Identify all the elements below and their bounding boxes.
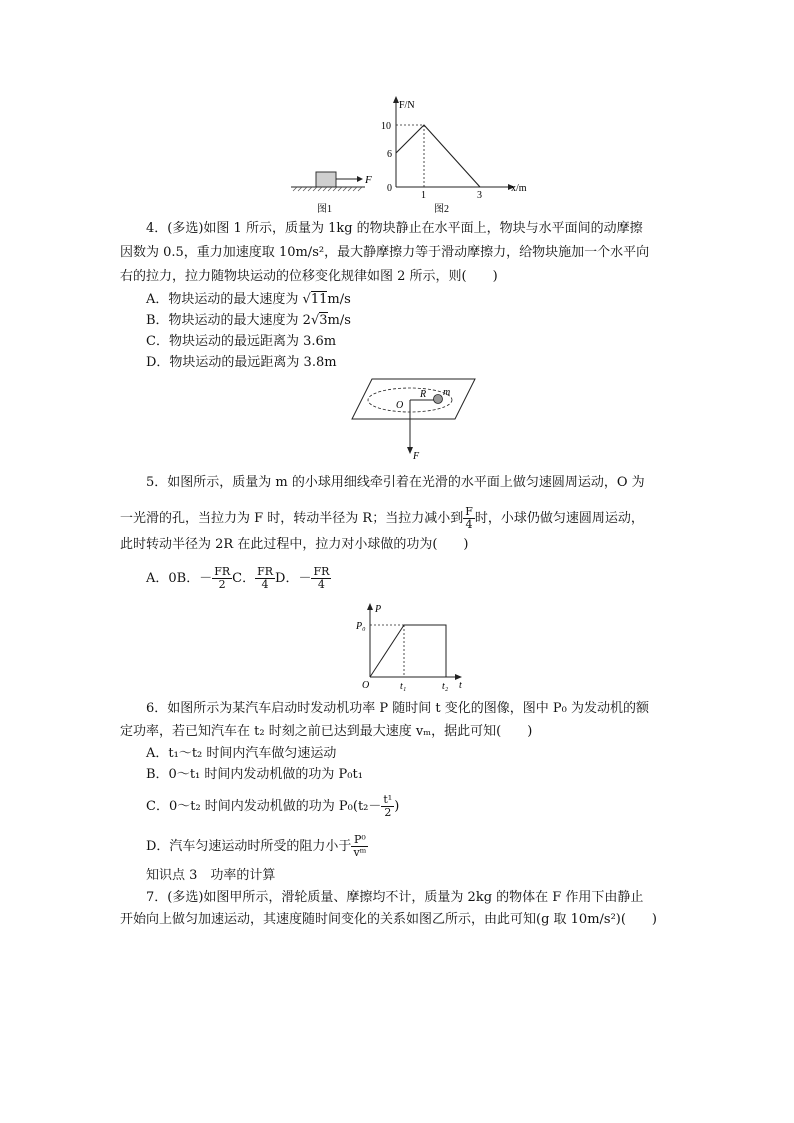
power-curve (370, 625, 446, 677)
q5-stem-line-2: 一光滑的孔，当拉力为 F 时，转动半径为 R；当拉力减小到 $\frac{F}{4}$ 时，小球仍做匀速圆周运动， (120, 505, 644, 531)
svg-text:P₀: P₀ (356, 621, 366, 632)
tick-x-1: 1 (421, 190, 426, 201)
sqrt-symbol: √ (310, 313, 320, 328)
q7-stem-line-2: 开始向上做匀加速运动，其速度随时间变化的关系如图乙所示，由此可知(g 取 10m/s²)( ) (120, 912, 658, 927)
svg-text:t₂: t₂ (442, 681, 449, 692)
q4-option-c: C．物块运动的最远距离为 3.6m (146, 334, 337, 349)
q4-option-d: D．物块运动的最远距离为 3.8m (146, 355, 337, 370)
tick-y-10: 10 (381, 121, 391, 132)
q4-option-b: B．物块运动的最大速度为 2√3m/s (146, 313, 351, 328)
q6-stem-line-1: 6．如图所示为某汽车启动时发动机功率 P 随时间 t 变化的图像，图中 P₀ 为发动机的额 (146, 701, 649, 716)
svg-text:O: O (362, 680, 370, 691)
svg-text:R: R (420, 389, 427, 400)
q5-stem-line-1: 5．如图所示，质量为 m 的小球用细线牵引着在光滑的水平面上做匀速圆周运动，O 为 (146, 475, 645, 490)
q6-option-a: A．t₁～t₂ 时间内汽车做匀速运动 (146, 746, 337, 761)
q6-option-d: D．汽车匀速运动时所受的阻力小于 $\frac{\text{P⁰}}{\text{vᵐ}}$ (146, 833, 367, 859)
q6-stem-line-2: 定功率，若已知汽车在 t₂ 时刻之前已达到最大速度 vₘ，据此可知( ) (120, 724, 533, 739)
q7-stem-line-1: 7．(多选)如图甲所示，滑轮质量、摩擦均不计，质量为 2kg 的物体在 F 作用下由静止 (146, 890, 644, 905)
section-heading: 知识点 3 功率的计算 (146, 868, 276, 883)
q5-figure-circular-motion (350, 375, 480, 463)
q5-stem-line-3: 此时转动半径为 2R 在此过程中，拉力对小球做的功为( ) (120, 537, 469, 552)
sqrt-symbol: √ (302, 292, 311, 307)
svg-text:t: t (459, 680, 462, 691)
svg-text:F: F (413, 451, 420, 462)
plane (352, 379, 475, 419)
q5-options: A．0B．－ $\frac{FR}{2}$ C． $\frac{FR}{4}$ D．－ $\frac{FR}{4}$ (146, 565, 330, 591)
q4-stem-line-1: 4．(多选)如图 1 所示，质量为 1kg 的物块静止在水平面上，物块与水平面间的动摩擦 (146, 221, 643, 236)
q4-figure-1 (285, 160, 380, 215)
q4-figure-2-graph (380, 95, 540, 215)
q4-stem-line-2: 因数为 0.5，重力加速度取 10m/s²，最大静摩擦力等于滑动摩擦力，给物块施加一个水平向 (120, 245, 650, 260)
fig1-caption: 图1 (317, 204, 332, 215)
tick-y-6: 6 (387, 149, 392, 160)
tick-origin: 0 (387, 183, 392, 194)
q6-option-c: C．0～t₂ 时间内发动机做的功为 P₀(t₂－ $\frac{\text{t¹}}{2}$ ) (146, 793, 400, 819)
q4-option-a: A．物块运动的最大速度为 √11m/s (146, 292, 351, 307)
fig2-caption: 图2 (434, 204, 449, 215)
svg-text:O: O (396, 400, 404, 411)
tick-x-3: 3 (477, 190, 482, 201)
y-axis-label: F/N (399, 100, 415, 111)
q4-stem-line-3: 右的拉力，拉力随物块运动的位移变化规律如图 2 所示，则( ) (120, 269, 498, 284)
svg-text:t₁: t₁ (400, 681, 407, 692)
force-curve (396, 125, 480, 187)
block (316, 172, 336, 187)
fig1-force-label: F (365, 174, 372, 186)
q6-power-time-graph (352, 600, 472, 692)
ball (434, 395, 443, 404)
fraction: $\frac{F}{4}$ (465, 505, 473, 531)
q6-option-b: B．0～t₁ 时间内发动机做的功为 P₀t₁ (146, 767, 363, 782)
svg-text:m: m (443, 387, 451, 398)
x-axis-label: x/m (511, 183, 527, 194)
svg-text:P: P (375, 604, 382, 615)
